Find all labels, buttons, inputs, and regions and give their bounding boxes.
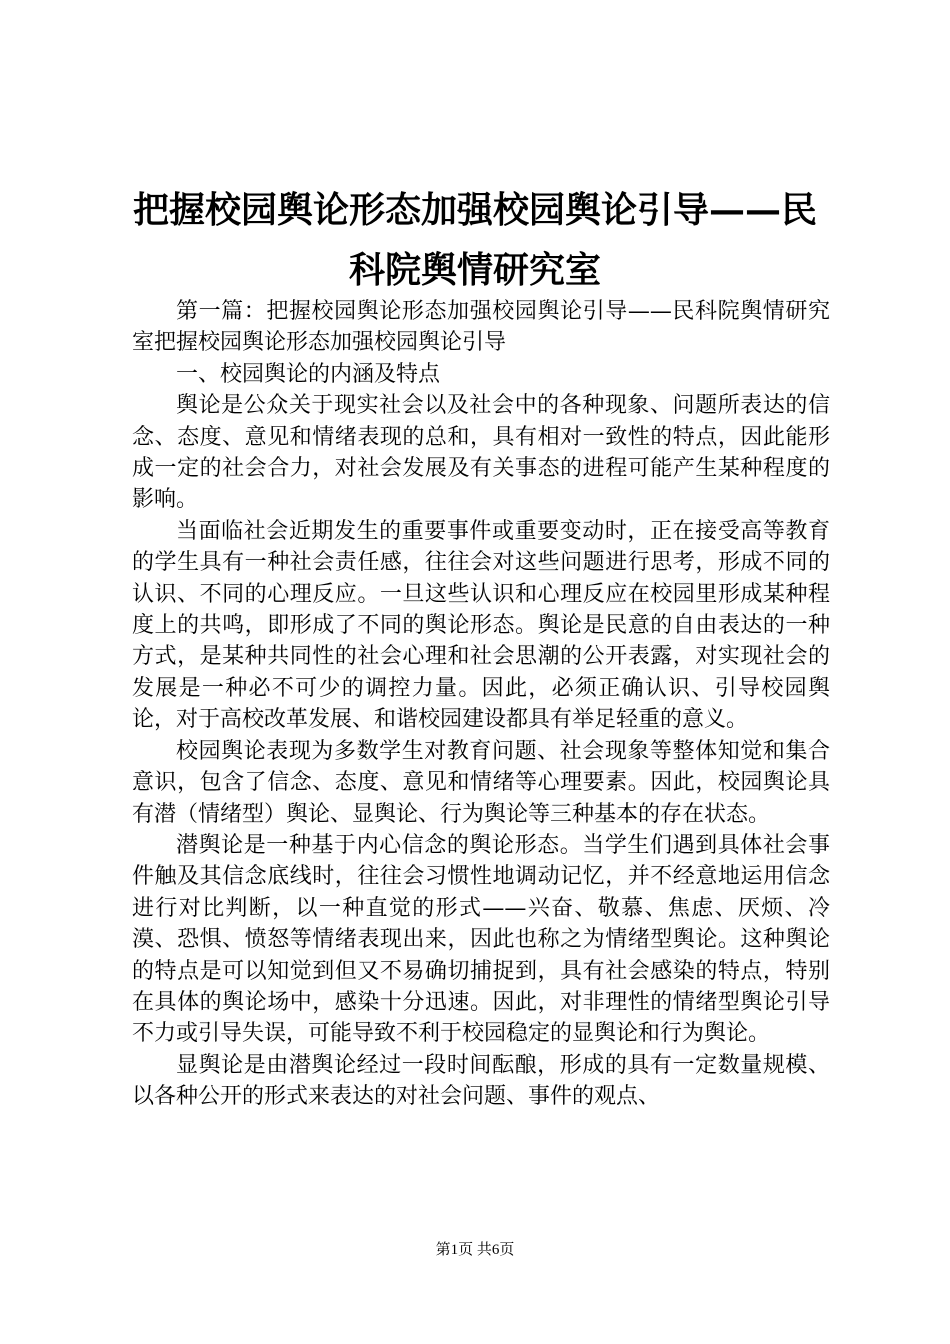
section-heading: 一、校园舆论的内涵及特点: [176, 361, 441, 387]
document-title: 把握校园舆论形态加强校园舆论引导——民科院舆情研究室: [132, 189, 817, 291]
paragraph: 显舆论是由潜舆论经过一段时间酝酿，形成的具有一定数量规模、以各种公开的形式来表达的对社会问题、事件的观点、: [132, 1052, 830, 1110]
paragraph: 潜舆论是一种基于内心信念的舆论形态。当学生们遇到具体社会事件触及其信念底线时，往往会习惯性地调动记忆，并不经意地运用信念进行对比判断，以一种直觉的形式——兴奋、敬慕、焦虑、厌烦、冷漠、恐惧、愤怒等情绪表现出来，因此也称之为情绪型舆论。这种舆论的特点是可以知觉到但又不易确切捕捉到，具有社会感染的特点，特别在具体的舆论场中，感染十分迅速。因此，对非理性的情绪型舆论引导不力或引导失误，可能导致不利于校园稳定的显舆论和行为舆论。: [132, 832, 830, 1047]
paragraph: 校园舆论表现为多数学生对教育问题、社会现象等整体知觉和集合意识，包含了信念、态度、意见和情绪等心理要素。因此，校园舆论具有潜（情绪型）舆论、显舆论、行为舆论等三种基本的存在状态。: [132, 738, 830, 827]
paragraph-chapter-heading: 第一篇：把握校园舆论形态加强校园舆论引导——民科院舆情研究室把握校园舆论形态加强校园舆论引导: [132, 299, 830, 356]
paragraph: 当面临社会近期发生的重要事件或重要变动时，正在接受高等教育的学生具有一种社会责任感，往往会对这些问题进行思考，形成不同的认识、不同的心理反应。一旦这些认识和心理反应在校园里形成某种程度上的共鸣，即形成了不同的舆论形态。舆论是民意的自由表达的一种方式，是某种共同性的社会心理和社会思潮的公开表露，对实现社会的发展是一种必不可少的调控力量。因此，必须正确认识、引导校园舆论，对于高校改革发展、和谐校园建设都具有举足轻重的意义。: [132, 518, 830, 733]
document-body: [132, 296, 830, 1113]
page-number-footer: 第1页 共6页: [435, 1242, 515, 1258]
paragraph: 舆论是公众关于现实社会以及社会中的各种现象、问题所表达的信念、态度、意见和情绪表现的总和，具有相对一致性的特点，因此能形成一定的社会合力，对社会发展及有关事态的进程可能产生某种程度的影响。: [132, 393, 830, 513]
